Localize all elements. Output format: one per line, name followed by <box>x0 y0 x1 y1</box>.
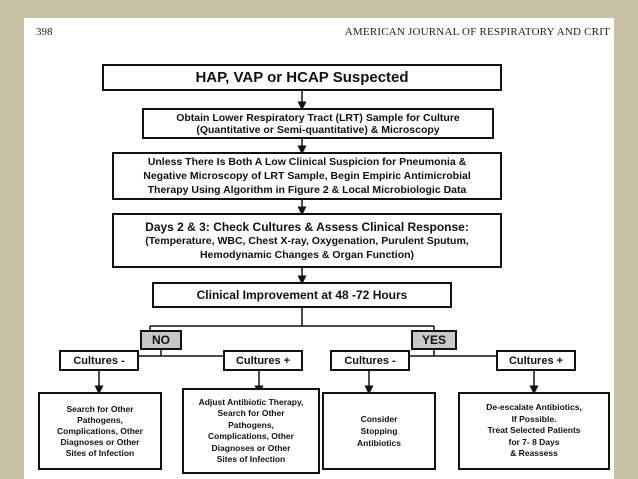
box-yes <box>411 330 457 350</box>
box-no-cultures-negative <box>59 350 139 371</box>
box-empiric-therapy <box>112 152 502 200</box>
yes-neg-action-line: Stopping <box>360 426 398 436</box>
days-line-1: Days 2 & 3: Check Cultures & Assess Clinical Response: <box>145 219 469 234</box>
yes-label: YES <box>421 333 446 347</box>
no-neg-action-line: Sites of Infection <box>65 447 135 458</box>
journal-title: AMERICAN JOURNAL OF RESPIRATORY AND CRIT <box>344 26 610 38</box>
yes-cultures-negative-text: Cultures - <box>344 354 396 367</box>
no-pos-action-line: Adjust Antibiotic Therapy, <box>198 396 304 407</box>
no-cultures-positive-text: Cultures + <box>235 354 291 367</box>
no-pos-action-line: Diagnoses or Other <box>211 442 291 453</box>
box-no <box>140 330 182 350</box>
no-neg-action-line: Diagnoses or Other <box>60 436 140 447</box>
box-yes-cultures-negative <box>330 350 410 371</box>
journal-page <box>24 18 614 479</box>
yes-pos-action-line: for 7- 8 Days <box>508 436 560 447</box>
box-yes-neg-action <box>322 392 436 470</box>
improvement-text: Clinical Improvement at 48 -72 Hours <box>196 288 408 302</box>
no-neg-action-line: Complications, Other <box>57 425 143 436</box>
suspected-text: HAP, VAP or HCAP Suspected <box>195 69 409 86</box>
no-pos-action-line: Pathogens, <box>228 419 274 430</box>
no-pos-action-line: Sites of Infection <box>216 454 286 464</box>
yes-pos-action-line: De-escalate Antibiotics, <box>486 402 582 413</box>
no-neg-action-line: Search for Other <box>66 403 134 414</box>
box-obtain-sample <box>142 108 494 139</box>
days-line-3: Hemodynamic Changes & Organ Function) <box>199 248 415 261</box>
empiric-line-3: Therapy Using Algorithm in Figure 2 & Local Microbiologic Data <box>147 184 467 196</box>
box-no-cultures-positive <box>223 350 303 371</box>
days-line-2: (Temperature, WBC, Chest X-ray, Oxygenation, Purulent Sputum, <box>145 234 469 247</box>
box-yes-cultures-positive <box>496 350 576 371</box>
page-number: 398 <box>36 26 53 38</box>
no-label: NO <box>152 333 170 347</box>
yes-pos-action-line: Treat Selected Patients <box>487 425 581 436</box>
yes-cultures-positive-text: Cultures + <box>508 354 564 367</box>
no-pos-action-line: Search for Other <box>217 408 285 418</box>
yes-neg-action-line: Consider <box>360 414 398 424</box>
no-cultures-negative-text: Cultures - <box>73 354 125 367</box>
box-suspected <box>102 64 502 91</box>
box-clinical-improvement <box>152 282 452 308</box>
yes-neg-action-line: Antibiotics <box>357 438 401 448</box>
yes-pos-action-line: If Possible. <box>511 413 557 424</box>
box-no-neg-action <box>38 392 162 470</box>
no-neg-action-line: Pathogens, <box>77 414 123 425</box>
box-days-check <box>112 213 502 268</box>
sample-line-2: (Quantitative or Semi-quantitative) & Microscopy <box>196 123 440 136</box>
box-no-pos-action <box>182 388 320 474</box>
empiric-line-2: Negative Microscopy of LRT Sample, Begin Empiric Antimicrobial <box>143 170 471 182</box>
yes-pos-action-line: & Reassess <box>510 448 558 459</box>
no-pos-action-line: Complications, Other <box>208 431 294 441</box>
empiric-line-1: Unless There Is Both A Low Clinical Suspicion for Pneumonia & <box>147 156 467 168</box>
box-yes-pos-action <box>458 392 610 470</box>
sample-line-1: Obtain Lower Respiratory Tract (LRT) Sample for Culture <box>176 111 460 124</box>
